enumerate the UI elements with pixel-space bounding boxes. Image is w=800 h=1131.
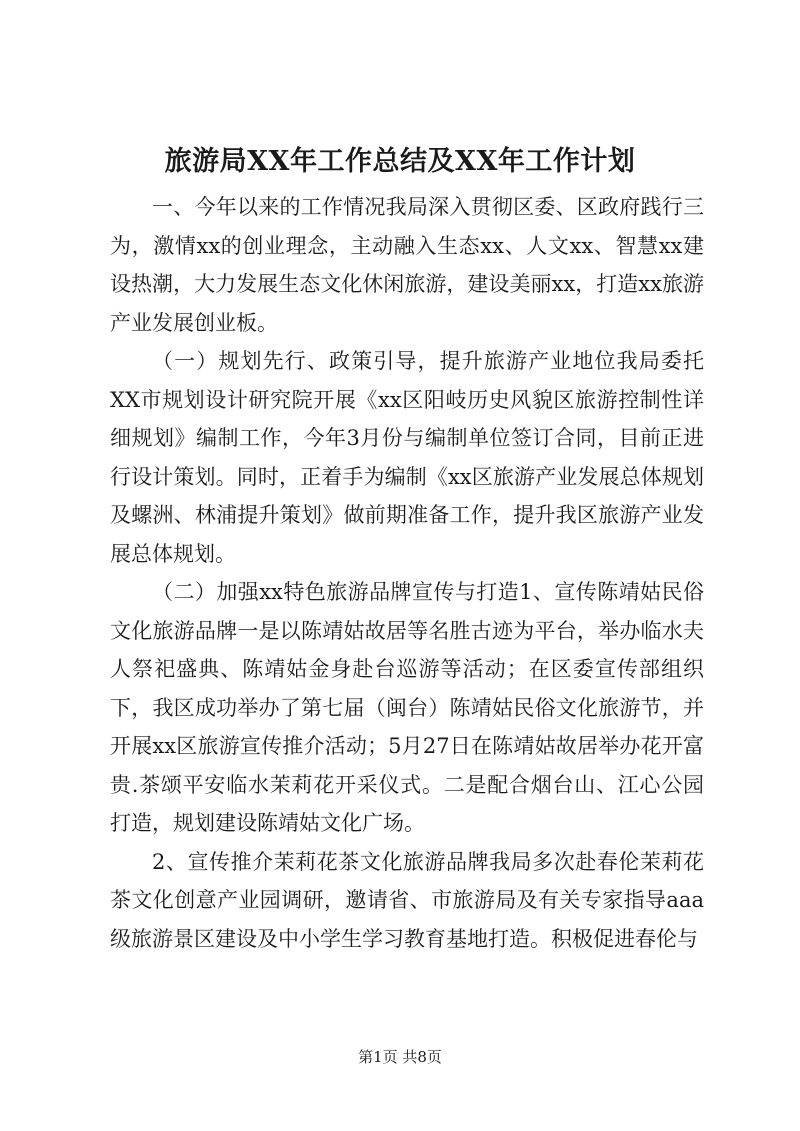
page-footer: 第1页 共8页 (358, 1048, 442, 1066)
paragraph-brand-promotion: （二）加强xx特色旅游品牌宣传与打造1、宣传陈靖姑民俗文化旅游品牌一是以陈靖姑故居等名胜古迹为平台，举办临水夫人祭祀盛典、陈靖姑金身赴台巡游等活动；在区委宣传部组织下，我区成功举办了第七届（闽台）陈靖姑民俗文化旅游节，并开展xx区旅游宣传推介活动；5月27日在陈靖姑故居举办花开富贵.茶颂平安临水茉莉花开采仪式。二是配合烟台山、江心公园打造，规划建设陈靖姑文化广场。 (110, 580, 704, 835)
paragraph-overview: 一、今年以来的工作情况我局深入贯彻区委、区政府践行三为，激情xx的创业理念，主动融入生态xx、人文xx、智慧xx建设热潮，大力发展生态文化休闲旅游，建设美丽xx，打造xx旅游产业发展创业板。 (110, 195, 704, 335)
paragraph-planning: （一）规划先行、政策引导，提升旅游产业地位我局委托XX市规划设计研究院开展《xx区阳岐历史风貌区旅游控制性详细规划》编制工作，今年3月份与编制单位签订合同，目前正进行设计策划。同时，正着手为编制《xx区旅游产业发展总体规划及螺洲、林浦提升策划》做前期准备工作，提升我区旅游产业发展总体规划。 (110, 349, 704, 566)
document-body (110, 188, 704, 958)
paragraph-jasmine-tea: 2、宣传推介茉莉花茶文化旅游品牌我局多次赴春伦茉莉花茶文化创意产业园调研，邀请省、市旅游局及有关专家指导aaa级旅游景区建设及中小学生学习教育基地打造。积极促进春伦与 (110, 849, 704, 951)
document-title: 旅游局XX年工作总结及XX年工作计划 (164, 146, 636, 177)
